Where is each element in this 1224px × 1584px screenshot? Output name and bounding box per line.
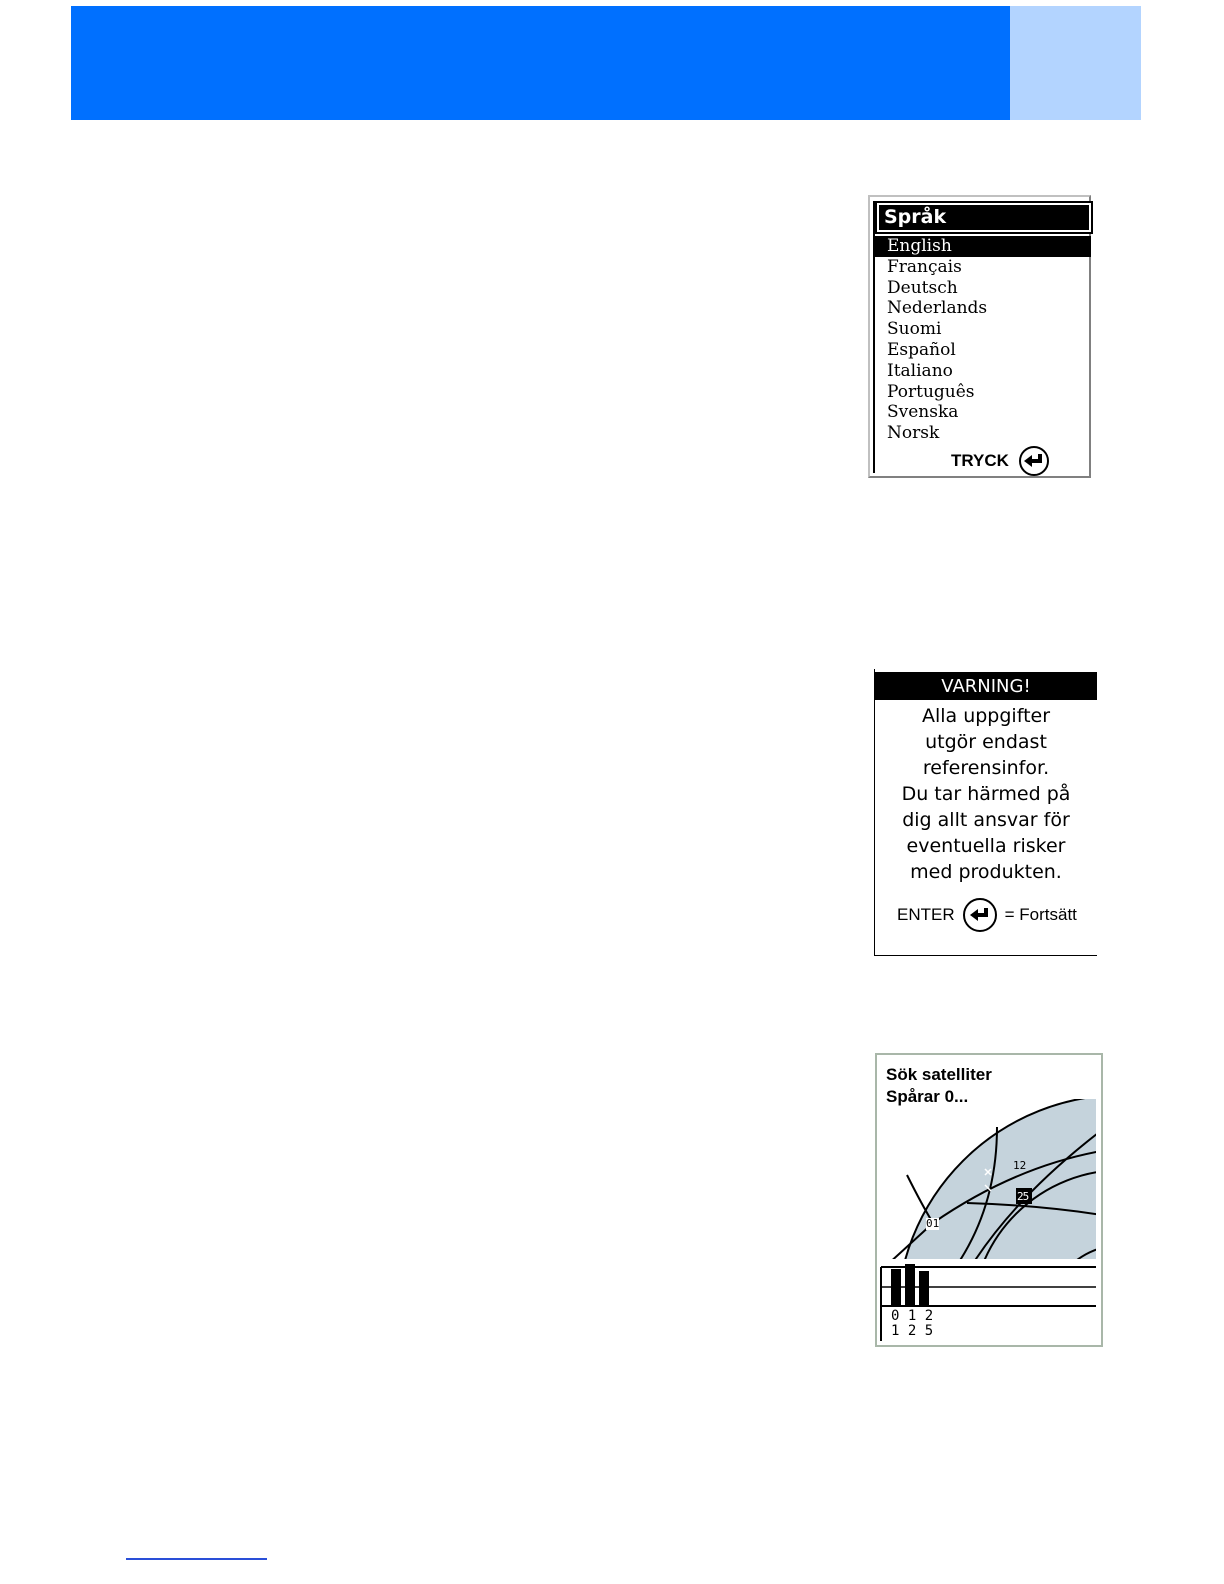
enter-icon[interactable] — [1019, 446, 1049, 476]
warning-title: VARNING! — [875, 672, 1097, 700]
satellite-label-highlighted: 25 — [1017, 1190, 1029, 1203]
warning-line: eventuella risker — [906, 835, 1066, 857]
warning-line: dig allt ansvar för — [902, 809, 1070, 831]
warning-line: Du tar härmed på — [901, 783, 1071, 805]
satellite-label: 01 — [926, 1217, 940, 1230]
warning-line: med produkten. — [910, 861, 1062, 883]
signal-bar-labels-top: 0 1 2 — [891, 1308, 934, 1324]
warning-line: Alla uppgifter — [921, 705, 1051, 727]
warning-screen — [874, 669, 1097, 956]
language-option-swedish[interactable]: Svenska — [887, 402, 959, 423]
press-label: TRYCK — [951, 451, 1009, 470]
language-title: Språk — [877, 203, 1091, 232]
footer-rule — [126, 1558, 267, 1560]
signal-bar — [905, 1264, 915, 1306]
language-option-german[interactable]: Deutsch — [887, 277, 958, 298]
enter-icon[interactable] — [963, 898, 997, 932]
language-list — [875, 236, 1091, 444]
language-option-italian[interactable]: Italiano — [887, 360, 953, 381]
warning-footer — [897, 899, 1077, 931]
header-bar — [71, 6, 1010, 120]
sky-grid-line — [907, 1175, 933, 1223]
language-option-norwegian[interactable]: Norsk — [887, 423, 940, 444]
signal-bar — [891, 1269, 901, 1306]
language-option-dutch[interactable]: Nederlands — [887, 298, 988, 319]
language-option-portuguese[interactable]: Português — [887, 381, 975, 402]
signal-bar-labels-bottom: 1 2 5 — [891, 1323, 934, 1339]
language-option-finnish[interactable]: Suomi — [887, 319, 942, 340]
satellite-screen — [875, 1053, 1103, 1347]
satellite-label: 12 — [1013, 1159, 1027, 1172]
language-option-french[interactable]: Français — [887, 256, 962, 277]
language-option-english[interactable]: English — [875, 236, 1091, 257]
satellite-status: Spårar 0... — [886, 1087, 969, 1106]
warning-message — [875, 703, 1097, 885]
warning-line: utgör endast — [925, 731, 1047, 753]
language-option-spanish[interactable]: Español — [887, 339, 956, 360]
language-footer — [951, 446, 1049, 476]
header-tab — [1010, 6, 1141, 120]
continue-label: = Fortsätt — [1004, 905, 1077, 924]
satellite-title: Sök satelliter — [886, 1065, 992, 1084]
language-screen — [868, 195, 1091, 478]
enter-label: ENTER — [897, 905, 955, 924]
warning-line: referensinfor. — [922, 757, 1050, 779]
signal-bar — [919, 1271, 929, 1306]
